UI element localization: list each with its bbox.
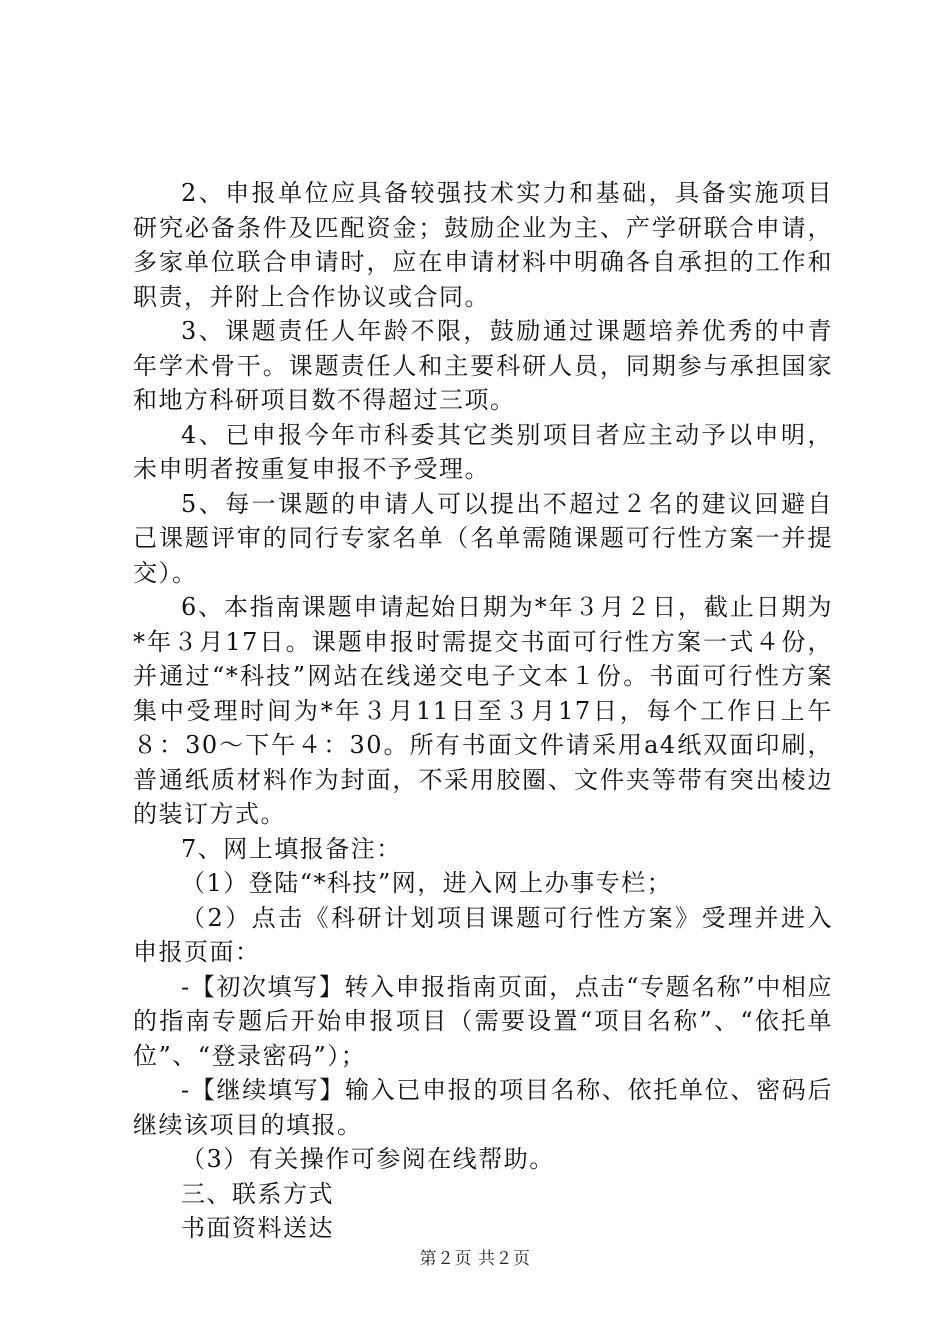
paragraph-item-5: 5、每一课题的申请人可以提出不超过２名的建议回避自己课题评审的同行专家名单（名单需随课题可行性方案一并提交）。 <box>133 489 833 587</box>
sub-item-2: （2）点击《科研计划项目课题可行性方案》受理并进入申报页面： <box>133 903 833 966</box>
paragraph-item-6: 6、本指南课题申请起始日期为*年３月２日，截止日期为*年３月17日。课题申报时需提交书面可行性方案一式４份，并通过“*科技”网站在线递交电子文本１份。书面可行性方案集中受理时间为*年３月11日至３月17日，每个工作日上午８：30～下午４：30。所有书面文件请采用a4纸双面印刷，普通纸质材料作为封面，不采用胶圈、文件夹等带有突出棱边的装订方式。 <box>133 593 833 828</box>
bullet-continue-fill: -【继续填写】输入已申报的项目名称、依托单位、密码后继续该项目的填报。 <box>133 1076 833 1139</box>
paragraph-item-2: 2、申报单位应具备较强技术实力和基础，具备实施项目研究必备条件及匹配资金；鼓励企业为主、产学研联合申请，多家单位联合申请时，应在申请材料中明确各自承担的工作和职责，并附上合作协议或合同。 <box>133 179 833 311</box>
paragraph-item-3: 3、课题责任人年龄不限，鼓励通过课题培养优秀的中青年学术骨干。课题责任人和主要科研人员，同期参与承担国家和地方科研项目数不得超过三项。 <box>133 317 833 414</box>
page-footer: 第２页 共２页 <box>419 1249 531 1269</box>
sub-item-1: （1）登陆“*科技”网，进入网上办事专栏； <box>181 869 673 897</box>
contact-delivery-line: 书面资料送达 <box>181 1214 334 1242</box>
paragraph-item-4: 4、已申报今年市科委其它类别项目者应主动予以申明，未申明者按重复申报不予受理。 <box>133 420 833 483</box>
paragraph-item-7: 7、网上填报备注： <box>181 834 402 863</box>
sub-item-3: （3）有关操作可参阅在线帮助。 <box>181 1145 555 1173</box>
section-heading-contact: 三、联系方式 <box>181 1179 334 1208</box>
bullet-initial-fill: -【初次填写】转入申报指南页面，点击“专题名称”中相应的指南专题后开始申报项目（需要设置“项目名称”、“依托单位”、“登录密码”）； <box>133 972 833 1070</box>
document-body <box>133 176 833 1246</box>
